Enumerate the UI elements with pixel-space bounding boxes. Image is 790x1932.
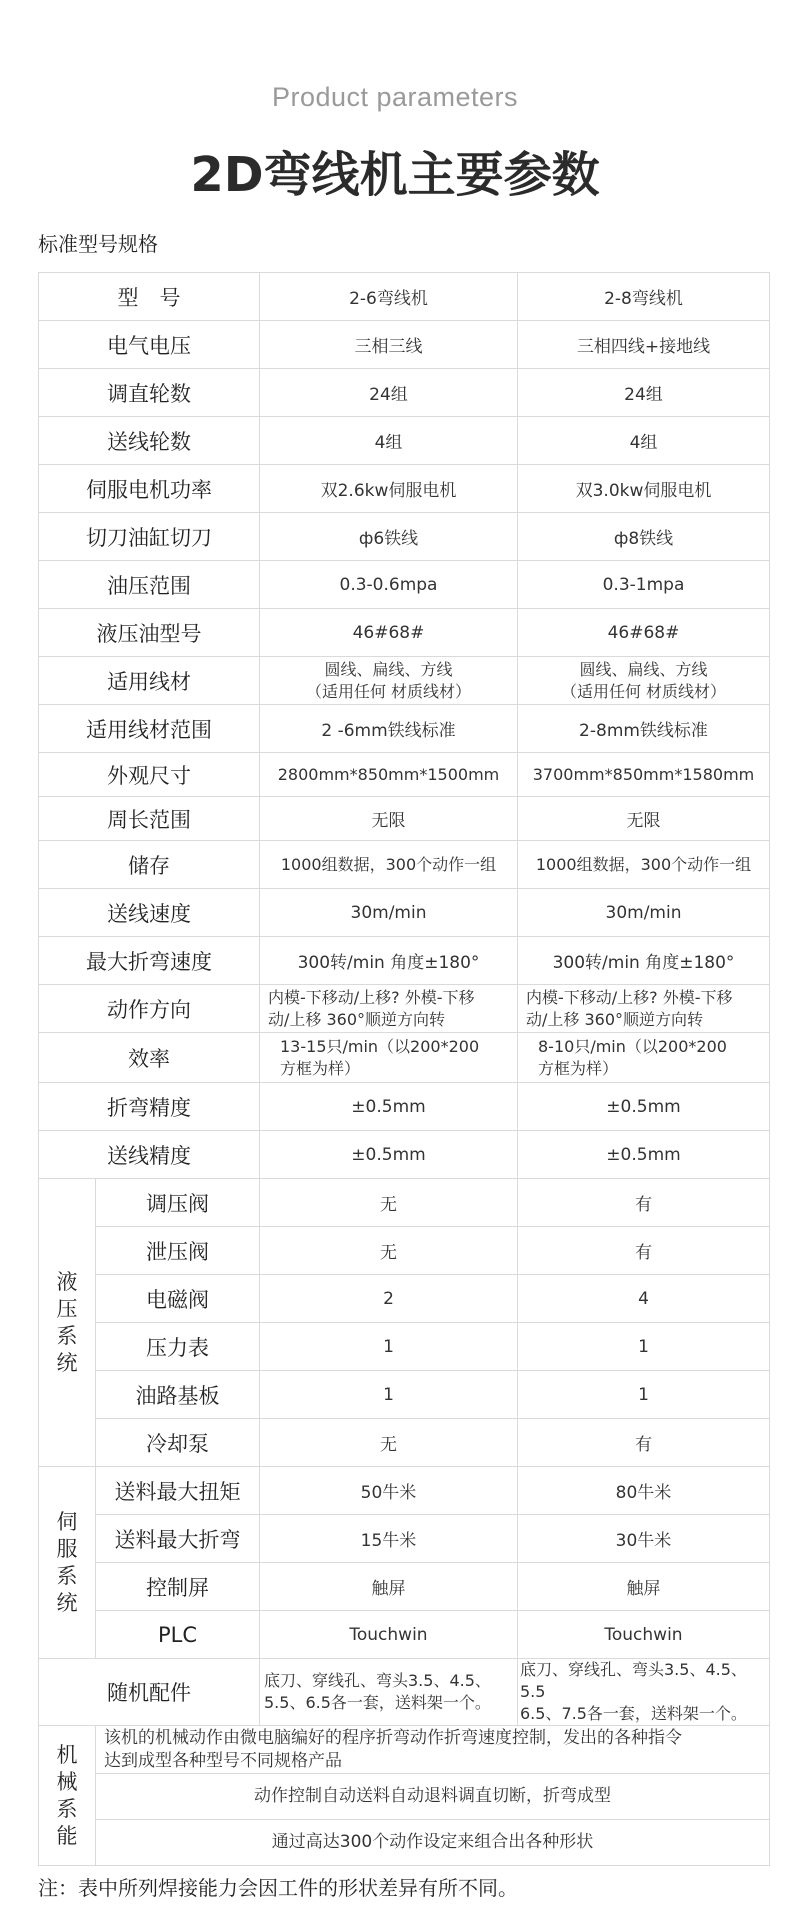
- row-label: 外观尺寸: [39, 753, 260, 797]
- row-value-a: ±0.5mm: [260, 1083, 518, 1131]
- row-value-a: 0.3-0.6mpa: [260, 561, 518, 609]
- row-value-a: 50牛米: [260, 1467, 518, 1515]
- row-value-a: 2: [260, 1275, 518, 1323]
- row-value-b: [518, 657, 770, 705]
- row-value-a: Touchwin: [260, 1611, 518, 1659]
- row-value-a: 无: [260, 1179, 518, 1227]
- row-value-b-line2: （适用任何 材质线材）: [560, 681, 727, 701]
- header-cell-label: 型 号: [39, 273, 260, 321]
- row-value-b: 4组: [518, 417, 770, 465]
- row-value-b: 双3.0kw伺服电机: [518, 465, 770, 513]
- row-label: 周长范围: [39, 797, 260, 841]
- row-value-a-line1: 底刀、穿线孔、弯头3.5、4.5、: [264, 1671, 491, 1690]
- footnote: 注：表中所列焊接能力会因工件的形状差异有所不同。: [38, 1876, 518, 1900]
- table-row: [39, 417, 770, 465]
- table-row: [39, 465, 770, 513]
- table-row: [39, 1419, 770, 1467]
- group-label-mechanical-text: 机械系能: [56, 1742, 78, 1848]
- row-label: 送线速度: [39, 889, 260, 937]
- mechanical-feature: 动作控制自动送料自动退料调直切断，折弯成型: [96, 1774, 770, 1820]
- row-value-b-line2: 6.5、7.5各一套，送料架一个。: [520, 1704, 747, 1723]
- row-value-a: 4组: [260, 417, 518, 465]
- row-value-a: 1: [260, 1323, 518, 1371]
- table-row: [39, 513, 770, 561]
- table-row: [39, 1467, 770, 1515]
- row-value-a: 无: [260, 1227, 518, 1275]
- row-value-b: 2-8mm铁线标准: [518, 705, 770, 753]
- table-row: [39, 1179, 770, 1227]
- row-value-b: 1: [518, 1323, 770, 1371]
- row-value-a: ф6铁线: [260, 513, 518, 561]
- row-value-b: 30牛米: [518, 1515, 770, 1563]
- mechanical-description-line2: 达到成型各种型号不同规格产品: [104, 1750, 342, 1771]
- row-value-a: ±0.5mm: [260, 1131, 518, 1179]
- row-value-a-line2: 5.5、6.5各一套，送料架一个。: [264, 1693, 491, 1712]
- row-label: 最大折弯速度: [39, 937, 260, 985]
- row-value-b: 触屏: [518, 1563, 770, 1611]
- mechanical-description-line1: 该机的机械动作由微电脑编好的程序折弯动作折弯速度控制，发出的各种指令: [104, 1727, 682, 1748]
- table-row: [39, 889, 770, 937]
- table-row: [39, 1563, 770, 1611]
- row-label: 随机配件: [39, 1659, 260, 1726]
- table-row: [39, 1275, 770, 1323]
- table-row: [39, 841, 770, 889]
- group-label-servo-text: 伺服系统: [56, 1509, 78, 1615]
- row-label: 泄压阀: [96, 1227, 260, 1275]
- row-value-b: ±0.5mm: [518, 1083, 770, 1131]
- table-header-row: [39, 273, 770, 321]
- row-value-a: 2 -6mm铁线标准: [260, 705, 518, 753]
- row-value-b: 三相四线+接地线: [518, 321, 770, 369]
- row-label: 送料最大折弯: [96, 1515, 260, 1563]
- row-value-b-line1: 8-10只/min（以200*200: [538, 1036, 727, 1056]
- row-value-b: 1: [518, 1371, 770, 1419]
- table-row: [39, 1726, 770, 1774]
- row-value-b: 30m/min: [518, 889, 770, 937]
- row-label: 送料最大扭矩: [96, 1467, 260, 1515]
- group-label-hydraulic: [39, 1179, 96, 1467]
- row-value-a-line1: 圆线、扁线、方线: [324, 659, 453, 679]
- row-label: 液压油型号: [39, 609, 260, 657]
- header-chinese-title: 2D弯线机主要参数: [190, 147, 600, 203]
- row-label: 动作方向: [39, 985, 260, 1033]
- row-value-b: Touchwin: [518, 1611, 770, 1659]
- table-row: [39, 1515, 770, 1563]
- table-row: [39, 985, 770, 1033]
- row-label: 适用线材范围: [39, 705, 260, 753]
- table-row: [39, 1820, 770, 1866]
- row-value-b-line2: 动/上移 360°顺逆方向转: [526, 1009, 704, 1029]
- row-label: PLC: [96, 1611, 260, 1659]
- group-label-hydraulic-text: 液压系统: [56, 1269, 78, 1375]
- row-value-b: 无限: [518, 797, 770, 841]
- row-value-a: [260, 1659, 518, 1726]
- row-value-a-line2: 动/上移 360°顺逆方向转: [268, 1009, 446, 1029]
- row-value-b: ±0.5mm: [518, 1131, 770, 1179]
- row-value-b: ф8铁线: [518, 513, 770, 561]
- row-value-b: 24组: [518, 369, 770, 417]
- row-label: 送线轮数: [39, 417, 260, 465]
- table-row: [39, 1033, 770, 1083]
- table-row: [39, 1611, 770, 1659]
- row-value-b: [518, 985, 770, 1033]
- table-row: [39, 1227, 770, 1275]
- row-value-a: 三相三线: [260, 321, 518, 369]
- header-cell-model-b: 2-8弯线机: [518, 273, 770, 321]
- table-row: [39, 1083, 770, 1131]
- row-value-b: 46#68#: [518, 609, 770, 657]
- group-label-servo: [39, 1467, 96, 1659]
- section-title: 标准型号规格: [38, 232, 158, 256]
- header-english-title: Product parameters: [271, 82, 519, 112]
- row-value-a: 1000组数据，300个动作一组: [260, 841, 518, 889]
- row-label: 送线精度: [39, 1131, 260, 1179]
- row-label: 伺服电机功率: [39, 465, 260, 513]
- row-value-b: 80牛米: [518, 1467, 770, 1515]
- row-value-a: 46#68#: [260, 609, 518, 657]
- table-row: [39, 609, 770, 657]
- row-label: 油压范围: [39, 561, 260, 609]
- row-value-a: 24组: [260, 369, 518, 417]
- row-label: 电磁阀: [96, 1275, 260, 1323]
- row-value-a: 无: [260, 1419, 518, 1467]
- row-value-a: 300转/min 角度±180°: [260, 937, 518, 985]
- table-row: [39, 1323, 770, 1371]
- mechanical-description: [96, 1726, 770, 1774]
- row-label: 电气电压: [39, 321, 260, 369]
- row-value-b: 4: [518, 1275, 770, 1323]
- row-value-a-line2: 方框为样）: [280, 1058, 361, 1078]
- row-value-b: 有: [518, 1179, 770, 1227]
- table-row: [39, 937, 770, 985]
- row-value-b-line1: 底刀、穿线孔、弯头3.5、4.5、5.5: [520, 1660, 747, 1701]
- row-label: 控制屏: [96, 1563, 260, 1611]
- row-value-b: [518, 1659, 770, 1726]
- row-label: 储存: [39, 841, 260, 889]
- table-row: [39, 321, 770, 369]
- group-label-mechanical: [39, 1726, 96, 1866]
- row-value-a: 双2.6kw伺服电机: [260, 465, 518, 513]
- table-row: [39, 657, 770, 705]
- row-value-a: 1: [260, 1371, 518, 1419]
- row-value-a: [260, 985, 518, 1033]
- row-label: 适用线材: [39, 657, 260, 705]
- table-row: [39, 369, 770, 417]
- table-row: [39, 561, 770, 609]
- row-value-b-line1: 内模-下移动/上移? 外模-下移: [526, 987, 733, 1007]
- row-label: 折弯精度: [39, 1083, 260, 1131]
- row-label: 调直轮数: [39, 369, 260, 417]
- row-value-a-line1: 13-15只/min（以200*200: [280, 1036, 480, 1056]
- table-row: [39, 1131, 770, 1179]
- row-value-a-line2: （适用任何 材质线材）: [305, 681, 472, 701]
- row-value-b: 有: [518, 1419, 770, 1467]
- table-row: [39, 1659, 770, 1726]
- table-row: [39, 753, 770, 797]
- row-value-b: 有: [518, 1227, 770, 1275]
- row-value-a: [260, 657, 518, 705]
- row-label: 冷却泵: [96, 1419, 260, 1467]
- row-label: 效率: [39, 1033, 260, 1083]
- row-value-b: 300转/min 角度±180°: [518, 937, 770, 985]
- row-value-b-line2: 方框为样）: [538, 1058, 619, 1078]
- row-value-b: 0.3-1mpa: [518, 561, 770, 609]
- row-value-a: 30m/min: [260, 889, 518, 937]
- row-value-a: 15牛米: [260, 1515, 518, 1563]
- row-label: 切刀油缸切刀: [39, 513, 260, 561]
- row-label: 调压阀: [96, 1179, 260, 1227]
- mechanical-feature: 通过高达300个动作设定来组合出各种形状: [96, 1820, 770, 1866]
- row-value-a: 2800mm*850mm*1500mm: [260, 753, 518, 797]
- spec-table: [38, 272, 770, 1866]
- row-value-a: 无限: [260, 797, 518, 841]
- row-label: 压力表: [96, 1323, 260, 1371]
- row-value-b: 3700mm*850mm*1580mm: [518, 753, 770, 797]
- row-value-a-line1: 内模-下移动/上移? 外模-下移: [268, 987, 475, 1007]
- row-value-b: [518, 1033, 770, 1083]
- row-label: 油路基板: [96, 1371, 260, 1419]
- row-value-b-line1: 圆线、扁线、方线: [579, 659, 708, 679]
- table-row: [39, 797, 770, 841]
- row-value-a: [260, 1033, 518, 1083]
- table-row: [39, 705, 770, 753]
- header-cell-model-a: 2-6弯线机: [260, 273, 518, 321]
- row-value-b: 1000组数据，300个动作一组: [518, 841, 770, 889]
- table-row: [39, 1371, 770, 1419]
- row-value-a: 触屏: [260, 1563, 518, 1611]
- table-row: [39, 1774, 770, 1820]
